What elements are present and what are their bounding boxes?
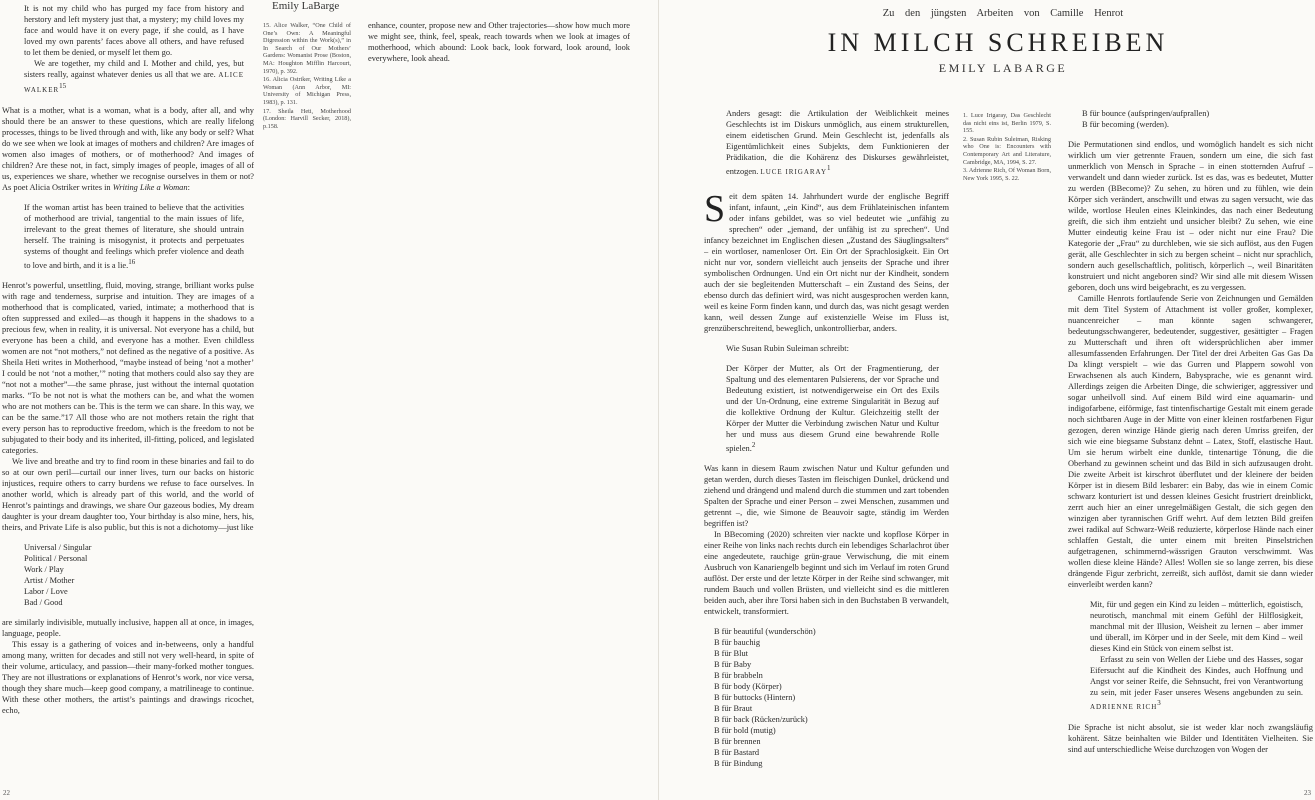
epigraph-text: Anders gesagt: die Artikulation der Weiblichkeit meines Geschlechts ist im Diskurs unmöglich, aus einem strukturellen, einem eidetischen Grund. Mein Geschlecht ist, jedenfalls als Eigentümlichkeit eines Subjekts, dem Funktionieren der Prädikation, die die Kohärenz des Diskurses gewährleistet, entzogen.	[726, 109, 949, 176]
pair-item: Political / Personal	[24, 553, 88, 563]
b-list-item: B für bold (mutig)	[714, 725, 776, 735]
left-column-3	[368, 20, 630, 80]
pair-item: Bad / Good	[24, 597, 63, 607]
body-paragraph: This essay is a gathering of voices and in-betweens, only a handful among many, written for decades and still not very well-heard, in spite of their volume, articulacy, and passion—their many-forked mother tongues. They are not illustrations or explanations of Henrot’s work, nor vice versa, though they share much—keep good company, a matrilineage to continue. With these other mothers, the artist’s paintings and drawings ricochet, echo,	[2, 639, 254, 715]
body-paragraph: Die Permutationen sind endlos, und womöglich handelt es sich nicht wirklich um vier getrennte Frauen, sondern um eine, die sich fast unmerklich von Mensch in Sprache – in einen stotternden Aufruf – verwandelt und dann wieder zurück. Ist es das, was es bedeutet, Mutter zu werden (BBecome)? Zu sehen, zu hören und zu fühlen, wie dein Körper sich verändert, anschwillt und etwas zu sagen versucht, wie das wilde, wortlose Heulen eines Kleinkindes, das nach einer Bedeutung greift, die sich ihm entzieht und unsicher bleibt? Zu sehen, wie eine Mutter eindeutig keine Frau ist – oder nicht nur eine Frau? Die Kategorie der „Frau“ zu durchleben, wie sie sich auflöst, aus den Fugen gerät, alle Geschlechter in sich zu bergen scheint – nicht nur sprachlich, sondern auch gesellschaftlich, politisch, körperlich –, weil Binaritäten konstruiert und nicht angeboren sind? Wir sind alle mit diesem Wissen geboren, doch uns wird beigebracht, es zu vergessen.	[1068, 140, 1313, 292]
left-footnotes	[263, 22, 351, 142]
b-list-item: B für brennen	[714, 736, 761, 746]
b-list-item: B für body (Körper)	[714, 681, 782, 691]
b-list-item: B für beautiful (wunderschön)	[714, 626, 816, 636]
epigraph-paragraph: It is not my child who has purged my face from history and herstory and left mystery just that, a mystery; my child loves my face and would have it on every page, if she could, as I have loved my own parents’ faces above all others, and have refused to let them be denied, or myself let them go.	[24, 4, 244, 57]
body-paragraph: are similarly indivisible, mutually inclusive, happen all at once, in images, language, people.	[2, 617, 254, 638]
right-column-3	[1068, 108, 1313, 784]
block-quote-text: Erfasst zu sein von Wellen der Liebe und des Hasses, sogar Eifersucht auf die Kindheit des Kindes, auch Hoffnung und Angst vor seiner Reife, die Sehnsucht, frei von Verantwortung zu sein, mit jeder Faser unseres Wesens angebunden zu sein.	[1090, 655, 1303, 697]
b-list-item: B für becoming (werden).	[1082, 120, 1169, 129]
right-footnotes	[963, 112, 1051, 222]
right-page	[658, 0, 1315, 800]
b-list-item: B für brabbeln	[714, 670, 763, 680]
footnote: 3. Adrienne Rich, Of Woman Born, New York 1995, S. 22.	[963, 167, 1051, 182]
footnote: 15. Alice Walker, “One Child of One’s Own: A Meaningful Digression within the Work(s),” in In Search of Our Mothers’ Gardens: Womanist Prose (Boston, MA: Houghton Mifflin Harcourt, 1970), p. 392.	[263, 22, 351, 75]
b-list-item: B für buttocks (Hintern)	[714, 692, 796, 702]
footnote: 2. Susan Rubin Suleiman, Risking who One is: Encounters with Contemporary Art and Literature, Cambridge, MA, 1994, S. 27.	[963, 135, 1051, 166]
note-ref: 16	[128, 257, 136, 266]
b-list-item: B für Bindung	[714, 758, 763, 768]
body-paragraph: Was kann in diesem Raum zwischen Natur und Kultur gefunden und getan werden, durch dieses Tasten im fleischigen Dunkel, drückend und ziehend und drängend und malend durch die stummen und zart tobenden Spalten der Sprache und einer Person – zwei Menschen, zusammen und getrennt –, die, wie Simone de Beauvoir sagte, ständig im Werden begriffen ist?	[704, 463, 949, 528]
b-list-item: B für bounce (aufspringen/aufprallen)	[1082, 109, 1210, 118]
left-column-1: It is not my child who has purged my face from history and herstory and left mystery just that, a mystery; my child loves my face and would have it on every page, if she could, as I have loved my own parents’ faces above all others, and have refused to let them be denied, or myself let them go. We are together, my child and I. Mother and child, yes, but sisters really, against whatever denies us all that we are. ALICE WALKER$^{15}$ What is a mother, what is a woman, what is a body, after all, and why should there be an answer to these questions, which are really lifelong processes, things to be lived through and with, like any body or self? What do we see when we look at images of mothers and children? Are images of women also images of mothers, or of motherhood? And images of children? Are these not, in fact, simply images of people, images of all of us, experiences we share, whether we recognise ourselves in them or not? As poet Alicia Ostriker writes in Writing Like a Woman: If the woman artist has been trained to believe that the activities of motherhood are trivial, tangential to the main issues of life, irrelevant to the great themes of literature, she should untrain herself. The training is misogynist, it protects and perpetuates systems of thought and feelings which prefer violence and death to love and birth, and it is a lie.$^{16}$ Henrot’s powerful, unsettling, fluid, moving, strange, brilliant works pulse with rage and tenderness, surprise and intuition. They are images of a motherhood that is complicated, varied, intimate; a motherhood that is often suppressed and exiled—as though it happens in the shadows to a precious few, when in reality, it is universal. Not everyone has a child, but everyone has been a child, and everyone has a mother. Even childless women are not “not mothers,” not defined as the negative of a positive. As Sheila Heti writes in Motherhood, “maybe instead of being ‘not a mother’ I could be not ‘not a mother,’” noting that mothers could also say they are “not not a mother”—the same phrase, just without the internal quotation marks. “To be not not is what the mothers can be, and what the women who are not mothers can be. This is the term we can share. In this way, we can be the same.”17 All those who are not mothers retain the right that every person has to reproductive freedom, which is the freedom to not be subjugated to their body and its inherited, ill-fitting, policed, and legislated categories. We live and breathe and try to find room in these binaries and fail to do so at our own peril—curtail our inner lives, turn our backs on historic injustices, require others to carry burdens we refuse to face ourselves. In another world, which is already part of this world, and the world of Henrot’s paintings and drawings, we share Our gazeous bodies, My dream daughter is your dream daughter too, Your birthday is also mine, hers, his, theirs, and Private Life is also public, but this is not a dichotomy—just like Universal / Singular Political / Personal Work / Play Artist / Mother Labor / Love Bad / Good are similarly indivisible, mutually inclusive, happen all at once, in images, language, people. This essay is a gathering of voices and in-betweens, only a handful among many, written for decades and still not very well-heard, in spite of their volume, articulacy, and passion—their many-forked mother tongues. They are not illustrations or explanations of Henrot’s work, nor vice versa, though they share much—keep good company, a matrilineage to continue. With these other mothers, the artist’s paintings and drawings ricochet, echo,	[2, 4, 254, 715]
block-quote	[2, 202, 254, 271]
pair-item: Artist / Mother	[24, 575, 75, 585]
block-quote-text: Der Körper der Mutter, als Ort der Fragmentierung, der Spaltung und des elementaren Pulsierens, der vor Sprache und Bedeutung existiert, ist notwendigerweise ein Ort des Exils und der Un-Ordnung, eine extreme Singularität in Bezug auf die kollektive Ordnung der Kultur. Gleichzeitig stellt der Körper der Mutter die Verbindung zwischen Natur und Kultur her und muss aus diesem Grund eine bewahrende Rolle spielen.	[726, 363, 939, 453]
pair-item: Labor / Love	[24, 586, 68, 596]
running-head: Emily LaBarge	[272, 0, 340, 12]
book-title: Writing Like a Woman	[112, 182, 188, 192]
epigraph-attribution: LUCE IRIGARAY	[760, 167, 828, 176]
note-ref: 2	[751, 440, 756, 449]
footnote: 16. Alicia Ostriker, Writing Like a Woman (Ann Arbor, MI: University of Michigan Press, 1983), p. 131.	[263, 76, 351, 106]
body-paragraph: eit dem späten 14. Jahrhundert wurde der englische Begriff infant, infaunt, „ein Kind“, aus dem Frühlateinischen infantem oder infans gebildet, was so viel bedeutet wie „unfähig zu sprechen“ oder „jemand, der unfähig ist zu sprechen“. Und infancy bezeichnet im Englischen diesen „Zustand des Säuglingsalters“ – ein wortloser, namenloser Ort. Ein Ort der Sprachlosigkeit. Ein Ort nicht nur vor, sondern vielleicht auch jenseits der Sprache und ihrer symbolischen Ordnungen. Und ein Ort nicht nur der Kindheit, sondern auch der sie begleitenden Mutterschaft – ein Zustand des Seins, der ebenso durch das definiert wird, was nicht ausgesprochen werden kann, weil es keine Form finden kann, und durch das, was nicht gesagt werden kann, weil dessen Zunge auf existenzielle Weise im Fluss ist, grenzüberschreitend, beweglich, unkontrollierbar, anders.	[704, 191, 949, 333]
b-list	[704, 626, 949, 769]
footnote: 1. Luce Irigaray, Das Geschlecht das nicht eins ist, Berlin 1979, S. 155.	[963, 112, 1051, 135]
body-paragraph: enhance, counter, propose new and Other trajectories—show how much more we might see, think, feel, speak, reach towards when we look at images of motherhood, which abound: Look back, look forward, look around, look everywhere, look ahead.	[368, 21, 630, 63]
b-list-item: B für Bastard	[714, 747, 760, 757]
b-list-item: B für Baby	[714, 659, 752, 669]
binary-pairs	[2, 542, 254, 608]
block-quote	[704, 363, 949, 454]
page-number: 22	[3, 789, 10, 797]
note-ref: 1	[827, 164, 831, 172]
pair-item: Universal / Singular	[24, 542, 92, 552]
body-paragraph: We live and breathe and try to find room in these binaries and fail to do so at our own peril—curtail our inner lives, turn our backs on historic injustices, require others to carry burdens we refuse to face ourselves. In another world, which is already part of this world, and the world of Henrot’s paintings and drawings, we share Our gazeous bodies, My dream daughter is your dream daughter too, Your birthday is also mine, hers, his, theirs, and Private Life is also public, but this is not a dichotomy—just like	[2, 456, 254, 532]
body-paragraph: Die Sprache ist nicht absolut, sie ist weder klar noch zwangsläufig kohärent. Sätze beinhalten wie Bilder und Identitäten Vielheiten. Sie sind auf unterschiedliche Weise durchzogen von Wogen der	[1068, 722, 1313, 754]
pair-item: Work / Play	[24, 564, 64, 574]
b-list-item: B für back (Rücken/zurück)	[714, 714, 808, 724]
body-paragraph: Camille Henrots fortlaufende Serie von Zeichnungen und Gemälden mit dem Titel System of Attachment ist voller großer, komplexer, nuancenreicher – man könnte sagen schwangerer, bedeutungsschwangerer, bedeutender, suggestiver, gesättigter – Fragen zu Mutterschaft und ihren oft widersprüchlichen aber immer allesumfassenden Erfahrungen. Der Titel der drei Arbeiten Gas Gas Da Da klingt verspielt – wie das Gurren und Plappern sowohl von Erwachsenen als auch Kindern, Babysprache, wie es genannt wird. Allerdings zeigen die Arbeiten Dinge, die schwieriger, aggressiver und sogar unheilvoll sind. Auf einem Bild wird eine aquamarin- und indigofarbene, eiförmige, fast tintenfischartige Gestalt mit einem gerade noch sichtbaren Auge in der Mitte von einer kleinen rostfarbenen Figur gezogen, deren winzige Hände gierig nach deren Umriss greifen, der sich wie eine biegsame Substanz dehnt – Latex, Stoff, elastische Haut. Um sie herum wirbelt eine dunkle, tintenartige Tönung, die die Oberhand zu gewinnen scheint und das Bild in sich aufzusaugen droht. Die zweite Arbeit ist kirschrot überflutet und der kleinere der beiden Körper ist in diesem Bild lesbarer: ein Baby, das wie in einem Comic schwarz konturiert ist und dessen kleines Gesicht frustriert dreinblickt, zerrt auch hier an einer unregelmäßigen Gestalt, die sich gegen den winzigen aber tyrannischen Griff wehrt. Auf dem letzten Bild greifen zwei radikal auf Schwarz-Weiß reduzierte, körperlose Hände nach einer schlaffen Gestalt, die unter einem mit breiten Pinselstrichen aufgetragenen, schimmernd-wässrigen Grauton verschwimmt. Was wollen diese kleine Hände? Alles! Wollen sie so lange zerren, bis diese drängende Figur zerbricht, zerreißt, sich auflöst, damit sie dann wieder einverleibt werden kann?	[1068, 294, 1313, 589]
body-paragraph: What is a mother, what is a woman, what is a body, after all, and why should there be an answer to these questions, which are really lifelong processes, things to be lived through and with, like any body or self? What do we see when we look at images of mothers and children? Are images of women also images of mothers, or of motherhood? And images of children? Are these not, in fact, simply images of people, images of all of us, experiences we share, whether we recognise ourselves in them or not? As poet Alicia Ostriker writes in	[2, 105, 254, 192]
epigraph-attribution: ALICE WALKER	[24, 71, 244, 94]
quote-intro: Wie Susan Rubin Suleiman schreibt:	[726, 343, 849, 353]
b-list-item: B für Braut	[714, 703, 753, 713]
quote-attribution: ADRIENNE RICH	[1090, 702, 1158, 711]
page-number: 23	[1304, 789, 1311, 797]
article-title: IN MILCH SCHREIBEN	[827, 28, 1169, 57]
note-ref: 3	[1157, 699, 1161, 707]
right-column-1	[704, 108, 949, 784]
footnote: 17. Sheila Heti, Motherhood (London: Harvill Secker, 2018), p.158.	[263, 107, 351, 130]
body-paragraph: Henrot’s powerful, unsettling, fluid, moving, strange, brilliant works pulse with rage and tenderness, surprise and intuition. They are images of a motherhood that is complicated, varied, intimate; a motherhood that is often suppressed and exiled—as though it happens in the shadows to a precious few, when in reality, it is universal. Not everyone has a child, but everyone has been a child, and everyone has a mother. Even childless women are not “not mothers,” not defined as the negative of a positive. As Sheila Heti writes in Motherhood, “maybe instead of being ‘not a mother’ I could be not ‘not a mother,’” noting that mothers could also say they are “not not a mother”—the same phrase, just without the internal quotation marks. “To be not not is what the mothers can be, and what the women who are not mothers can be. This is the term we can share. In this way, we can be the same.”17 All those who are not mothers retain the right that every person has to reproductive freedom, which is the freedom to not be subjugated to their body and its inherited, ill-fitting, policed, and legislated categories.	[2, 280, 254, 455]
block-quote-text: If the woman artist has been trained to believe that the activities of motherhood are trivial, tangential to the main issues of life, irrelevant to the great themes of literature, she should untrain herself. The training is misogynist, it protects and perpetuates systems of thought and feelings which prefer violence and death to love and birth, and it is a lie.	[24, 202, 244, 270]
drop-cap: S	[704, 187, 726, 230]
block-quote	[1068, 599, 1313, 713]
article-author: EMILY LABARGE	[938, 61, 1068, 75]
epigraph-paragraph: We are together, my child and I. Mother and child, yes, but sisters really, against whatever denies us all that we are.	[24, 59, 244, 79]
b-list-item: B für Blut	[714, 648, 748, 658]
article-kicker: Zu den jüngsten Arbeiten von Camille Henrot	[882, 8, 1124, 19]
epigraph	[2, 3, 254, 96]
epigraph	[704, 108, 949, 178]
body-paragraph: In BBecoming (2020) schreiten vier nackte und kopflose Körper in einer Reihe von links nach rechts durch ein lebendiges Scharlachrot über eine angedeutete, rauchige grün-graue Verwischung, die mit einem Ausbruch von Kanariengelb beginnt und sich im Verlauf im roten Grund auflöst. Der erste und der letzte Körper in der Reihe sind schwanger, mit rundem Bauch und vollen Brüsten, und vielleicht sind es die mittleren beiden auch, aber ihre Torsi haben sich in den Buchstaben B verwandelt, entwickelt, transformiert.	[704, 529, 949, 616]
block-quote-text: Mit, für und gegen ein Kind zu leiden – mütterlich, egoistisch, neurotisch, manchmal mit einem Gefühl der Hilflosigkeit, manchmal mit der Illusion, Weisheit zu lernen – aber immer und überall, im Körper und in der Seele, mit dem Kind – weil dieses Kind ein Stück von einem selbst ist.	[1090, 600, 1303, 653]
b-list-item: B für bauchig	[714, 637, 761, 647]
note-ref: 15	[59, 82, 67, 90]
